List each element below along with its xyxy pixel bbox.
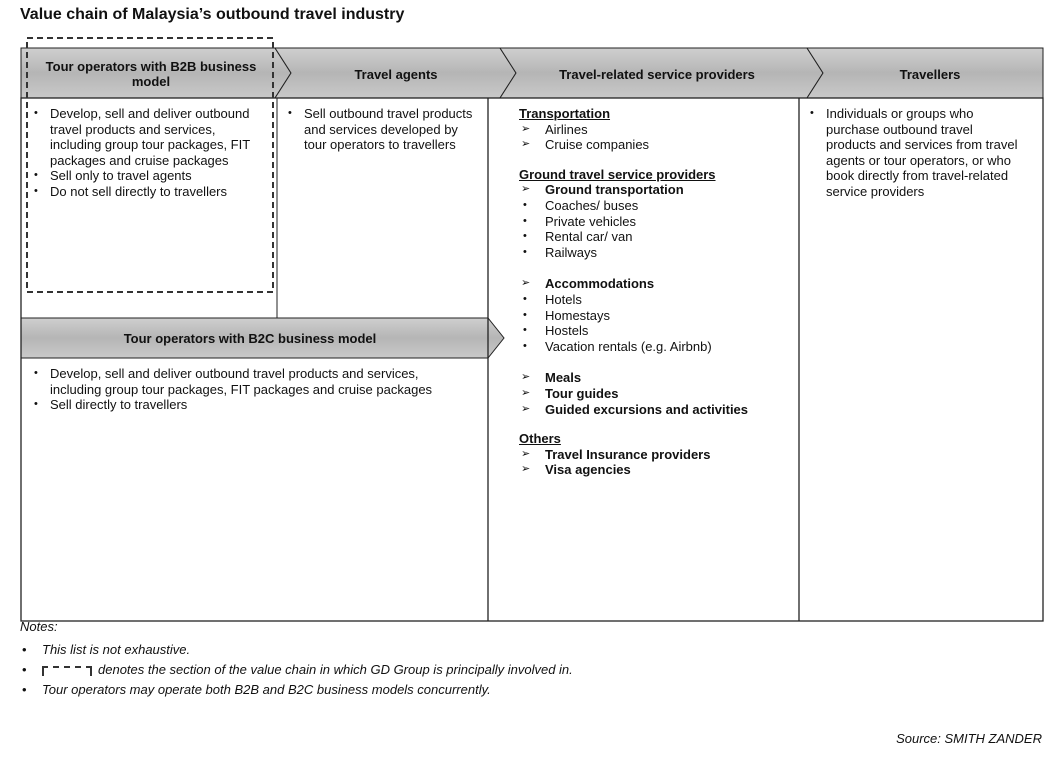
header-b2c: Tour operators with B2C business model — [123, 330, 377, 346]
diagram-title: Value chain of Malaysia’s outbound travel industry — [20, 6, 405, 23]
header-travellers: Travellers — [899, 66, 961, 82]
agents-description — [284, 106, 479, 153]
b2c-item: • Develop, sell and deliver outbound travel products and services, including group tour packages, FIT packages and cruise packages — [30, 366, 470, 397]
b2b-item: • Develop, sell and deliver outbound travel products and services, including group tour packages, FIT packages and cruise packages — [30, 106, 255, 168]
note-item — [20, 660, 573, 680]
note-item: • Tour operators may operate both B2B and B2C business models concurrently. — [20, 680, 573, 700]
others-heading: Others — [519, 431, 561, 447]
source-credit: Source: SMITH ZANDER — [896, 731, 1042, 746]
others-item: ➢ Travel Insurance providers — [519, 447, 794, 463]
extra-item: ➢ Meals — [519, 370, 749, 386]
b2b-item: • Sell only to travel agents — [30, 168, 255, 184]
agents-item: • Sell outbound travel products and services developed by tour operators to travellers — [284, 106, 479, 153]
extra-item: ➢ Tour guides — [519, 386, 749, 402]
header-travel-agents: Travel agents — [354, 66, 438, 82]
transportation-heading: Transportation — [519, 106, 611, 121]
ground-heading: Ground travel service providers — [519, 166, 716, 182]
ground-transport-item: • Railways — [519, 245, 794, 261]
accommodations-heading: ➢ Accommodations — [519, 276, 794, 292]
accommodation-item: • Homestays — [519, 308, 794, 324]
notes — [20, 619, 573, 700]
b2b-item: • Do not sell directly to travellers — [30, 184, 255, 200]
b2c-item: • Sell directly to travellers — [30, 397, 470, 413]
travellers-description — [806, 106, 1021, 200]
accommodation-item: • Hostels — [519, 323, 794, 339]
header-b2b: Tour operators with B2B business model — [45, 59, 257, 89]
ground-transport-item: • Coaches/ buses — [519, 198, 794, 214]
ground-transport-item: • Rental car/ van — [519, 229, 794, 245]
accommodation-item: • Vacation rentals (e.g. Airbnb) — [519, 339, 794, 355]
accommodation-item: • Hotels — [519, 292, 794, 308]
note-item: • This list is not exhaustive. — [20, 640, 573, 660]
b2c-description — [30, 366, 470, 413]
others-item: ➢ Visa agencies — [519, 462, 794, 478]
travellers-item: • Individuals or groups who purchase outbound travel products and services from travel agents or tour operators, or who book directly from travel-related service providers — [806, 106, 1021, 200]
note-item-text: denotes the section of the value chain in which GD Group is principally involved in. — [98, 662, 573, 677]
dashed-box-legend-icon — [42, 666, 92, 676]
providers-description — [519, 106, 794, 478]
notes-heading: Notes: — [20, 619, 58, 634]
ground-transport-heading: ➢ Ground transportation — [519, 182, 794, 198]
b2b-description — [30, 106, 255, 200]
transportation-item: ➢ Airlines — [519, 122, 794, 138]
ground-transport-item: • Private vehicles — [519, 214, 794, 230]
header-service-providers: Travel-related service providers — [559, 66, 755, 82]
transportation-item: ➢ Cruise companies — [519, 137, 794, 153]
extra-item: ➢ Guided excursions and activities — [519, 402, 749, 418]
